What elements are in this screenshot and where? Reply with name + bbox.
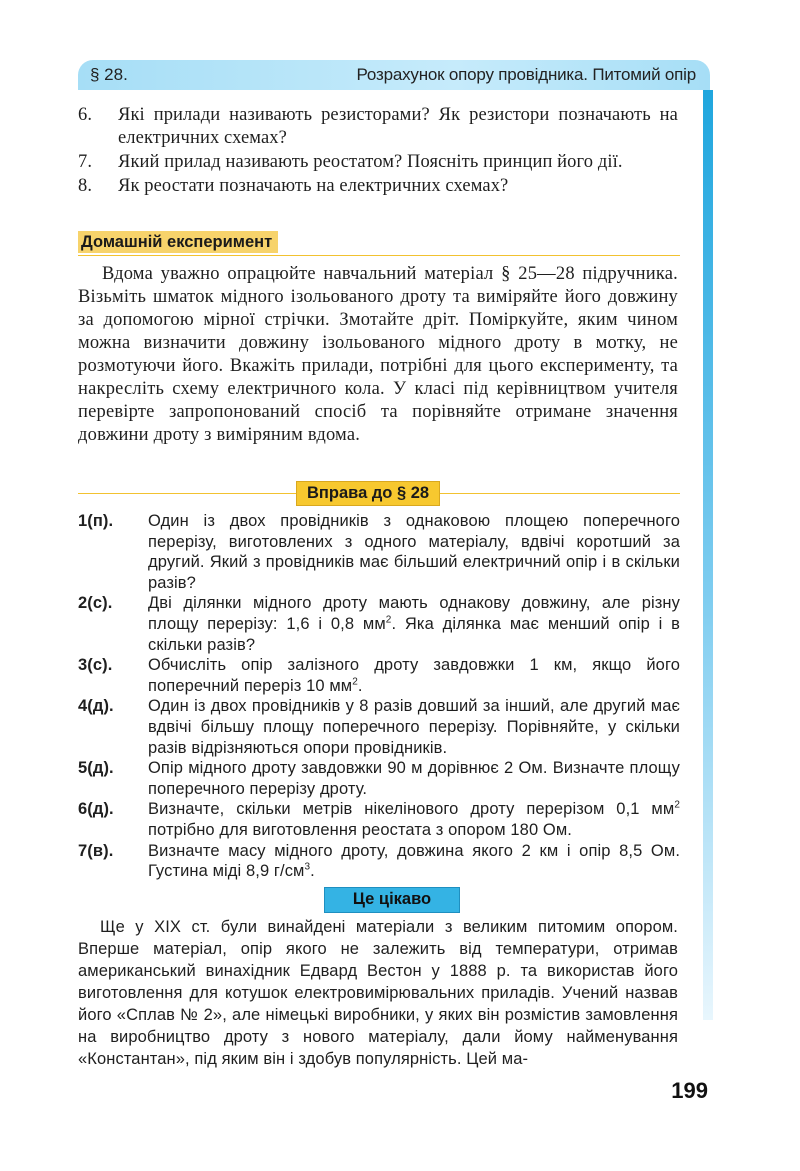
question-text: Як реостати позначають на електричних схемах?	[118, 176, 509, 196]
exercise-text: Дві ділянки мідного дроту мають однакову довжину, але різну площу перерізу: 1,6 і 0,8 $мм^2$. Яка ділянка має менший опір і в скільки разів?	[148, 594, 680, 654]
running-header	[78, 60, 710, 90]
home-experiment-body	[78, 263, 678, 447]
exercise-text: Опір мідного дроту завдовжки 90 м дорівнює 2 Ом. Визначте площу поперечного перерізу дроту.	[148, 759, 680, 798]
exercise-text: Один із двох провідників з однаковою площею поперечного перерізу, виготовлених з одного матеріалу, вдвічі коротший за другий. Який з провідників має більший електричний опір і в скільки разів?	[148, 512, 680, 592]
exercise-item	[78, 758, 680, 799]
question-item	[78, 175, 678, 198]
question-number: 7.	[78, 152, 93, 172]
exercise-text: Обчисліть опір залізного дроту завдовжки 1 км, якщо його поперечний переріз 10 $мм^2$.	[148, 656, 680, 695]
exercise-number: 6(д).	[78, 800, 114, 819]
exercise-item	[78, 511, 680, 593]
exercise-number: 3(с).	[78, 656, 113, 675]
question-text: Які прилади називають резисторами? Як резистори позначають на електричних схемах?	[118, 105, 678, 148]
exercise-text: Визначте масу мідного дроту, довжина якого 2 км і опір 8,5 Ом. Густина міді 8,9 $г/см^3$.	[148, 841, 680, 881]
exercise-number: 7(в).	[78, 841, 114, 860]
exercise-text: Визначте, скільки метрів нікелінового дроту перерізом 0,1 $мм^2$ потрібно для виготовлення реостата з опором 180 Ом.	[148, 799, 680, 839]
exercise-item	[78, 655, 680, 696]
exercise-item	[78, 593, 680, 655]
exercise-item	[78, 799, 680, 840]
question-text: Який прилад називають реостатом? Поясніть принцип його дії.	[118, 152, 623, 172]
question-item	[78, 151, 678, 174]
side-color-stripe	[703, 90, 713, 1020]
header-title: Розрахунок опору провідника. Питомий опір	[356, 65, 696, 84]
exercise-number: 5(д).	[78, 759, 114, 778]
exercise-heading	[78, 481, 680, 505]
home-experiment-text: Вдома уважно опрацюйте навчальний матеріал § 25—28 підручника. Візьміть шматок мідного ізольованого дроту та виміряйте його довжину за допомогою мірної стрічки. Змотайте дріт. Поміркуйте, яким чином можна визначити довжину ізольованого мідного дроту в мотку, не розмотуючи його. Вкажіть прилади, потрібні для цього експерименту, та накресліть схему електричного кола. У класі під керівництвом учителя перевірте запропонований спосіб та порівняйте отримане значення довжини дроту з виміряним вдома.	[78, 264, 678, 445]
exercise-number: 2(с).	[78, 594, 113, 613]
exercise-item	[78, 841, 680, 882]
home-experiment-heading	[78, 231, 680, 256]
review-questions	[78, 104, 678, 199]
exercise-item	[78, 696, 680, 758]
interesting-heading: Це цікаво	[324, 887, 460, 913]
interesting-body	[78, 916, 678, 1070]
exercise-number: 4(д).	[78, 697, 114, 716]
question-item	[78, 104, 678, 150]
exercise-text: Один із двох провідників у 8 разів довший за інший, але другий має вдвічі більшу площу поперечного перерізу. Порівняйте, у скільки разів відрізняються опори провідників.	[148, 697, 680, 757]
interesting-text: Ще у XIX ст. були винайдені матеріали з великим питомим опором. Вперше матеріал, опір якого не залежить від температури, отримав американський винахідник Едвард Вестон у 1888 р. та використав його виготовлення для котушок електровимірювальних приладів. Учений назвав його «Сплав № 2», але німецькі виробники, у яких він розмістив замовлення на виробництво дроту з нового матеріалу, дали йому найменування «Константан», під яким він і здобув популярність. Цей ма-	[78, 918, 678, 1068]
page-number: 199	[671, 1078, 708, 1103]
question-number: 6.	[78, 105, 93, 125]
exercise-number: 1(п).	[78, 512, 114, 530]
exercise-label: Вправа до § 28	[296, 481, 440, 506]
question-number: 8.	[78, 176, 93, 196]
exercise-list	[78, 511, 680, 882]
home-experiment-label: Домашній експеримент	[78, 231, 278, 253]
paragraph-number: § 28.	[90, 65, 128, 84]
